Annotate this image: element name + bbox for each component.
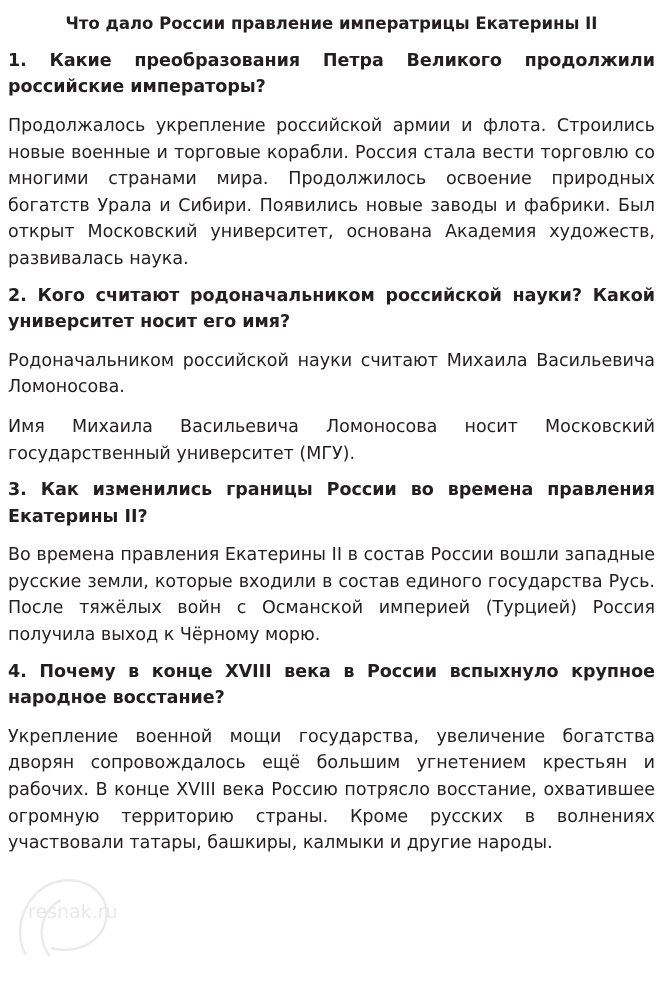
question-text: 2. Кого считают родоначальником российской науки? Какой университет носит его имя? xyxy=(8,285,655,333)
watermark-logo xyxy=(6,860,186,970)
question-text: 3. Как изменились границы России во времена правления Екатерины II? xyxy=(8,480,655,527)
question-text: 4. Почему в конце XVIII века в России вспыхнуло крупное народное восстание? xyxy=(8,661,655,709)
watermark-text: resnak.ru xyxy=(28,901,118,923)
answer-text: Имя Михаила Васильевича Ломоносова носит Московский государственный университет (МГУ). xyxy=(8,416,655,464)
page-title: Что дало России правление императрицы Екатерины II xyxy=(65,14,598,33)
question-text: 1. Какие преобразования Петра Великого продолжили российские императоры? xyxy=(8,50,655,98)
answer-text: Укрепление военной мощи государства, увеличение богатства дворян сопровождалось ещё большим угнетением крестьян и рабочих. В конце XVIII века Россию потрясло восстание, охватившее огромную территорию страны. Кроме русских в волнениях участвовали татары, башкиры, калмыки и другие народы. xyxy=(8,726,655,854)
answer-text: Родоначальником российской науки считают Михаила Васильевича Ломоносова. xyxy=(8,350,655,398)
answer-text: Во времена правления Екатерины II в состав России вошли западные русские земли, которые входили в состав единого государства Русь. После тяжёлых войн с Османской империей (Турцией) Россия получила выход к Чёрному морю. xyxy=(8,545,655,646)
qa-block-4 xyxy=(8,659,655,857)
answer-text: Продолжалось укрепление российской армии и флота. Строились новые военные и торговые корабли. Россия стала вести торговлю со многими странами мира. Продолжилось освоение природных богатств Урала и Сибири. Появились новые заводы и фабрики. Был открыт Московский университет, основана Академия художеств, развивалась наука. xyxy=(8,115,655,269)
qa-block-1 xyxy=(8,48,655,273)
qa-block-3 xyxy=(8,477,655,649)
qa-block-2 xyxy=(8,283,655,468)
